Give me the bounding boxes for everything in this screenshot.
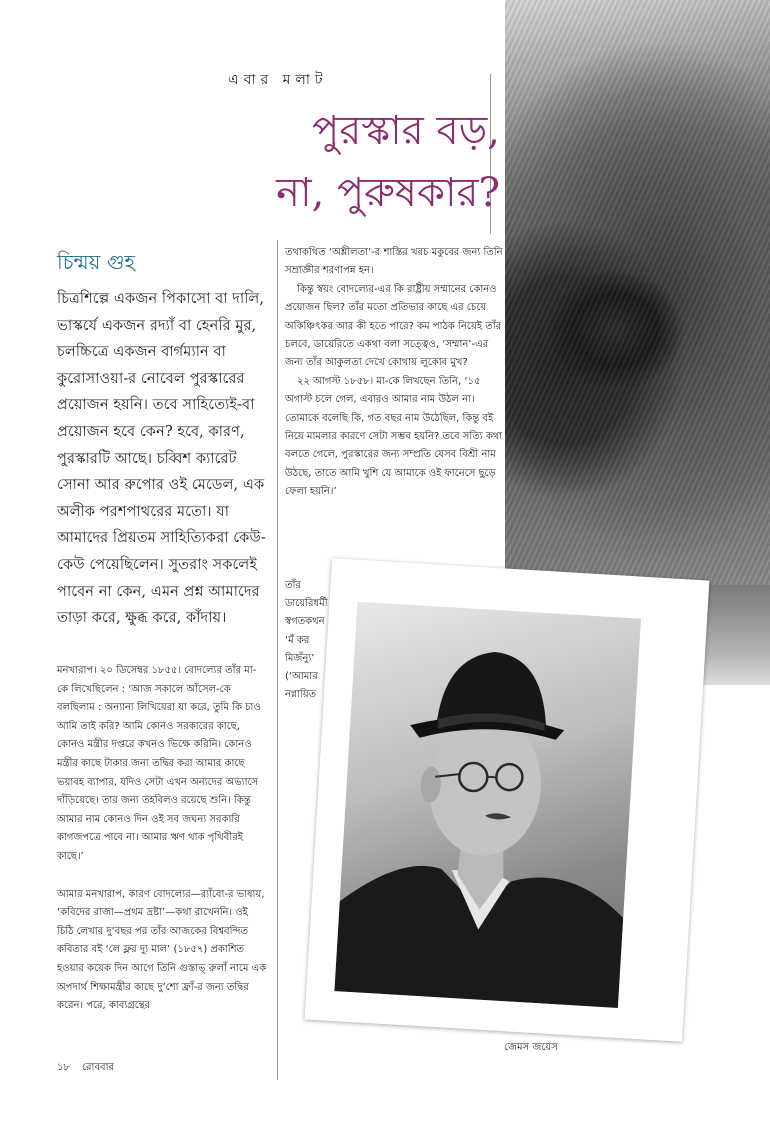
left-column-paragraph-2: আমার মনখারাপ, কারণ বোদল্যের—র‍্যাঁবো-র ভাষায়, ‘কবিদের রাজা—প্রথম দ্রষ্টা’—কথা রাখেননি। ওই চিঠি লেখার দু’বছর পর তাঁর আজকের বিশ্ববন্দিত কবিতার বই ‘লে ফ্লর দ্যু মাল’ (১৮৫৭) প্রকাশিত হওয়ার কয়েক দিন আগে তিনি গুস্তাভ্ রুলাঁ নামে এক অপদার্থ শিক্ষামন্ত্রীর কাছে দু’শো ফ্রাঁ-র জন্য তদ্বির করেন। পরে, কাব্যগ্রন্থের [57,888,267,1012]
cover-background-photo [505,0,770,585]
wrap-line: তাঁর [285,580,301,591]
lead-text: চিত্রশিল্পে একজন পিকাসো বা দালি, ভাস্কর্যে একজন রদ্যাঁ বা হেনরি মুর, চলচ্চিত্রে একজন বার্গম্যান বা কুরোসাওয়া-র নোবেল পুরস্কারের প্রয়োজন হয়নি। তবে সাহিত্যেই-বা প্রয়োজন হবে কেন? হবে, কারণ, পুরস্কারটি আছে। চব্বিশ ক্যারেট সোনা আর রুপোর ওই মেডেল, এক অলীক পরশপাথরের মতো। যা আমাদের প্রিয়তম সাহিত্যিকরা কেউ-কেউ পেয়েছিলেন। সুতরাং সকলেই পাবেন না কেন, এমন প্রশ্ন আমাদের তাড়া করে, ক্ষুব্ধ করে, কাঁদায়। [57,290,266,627]
left-column [57,662,267,1016]
lead-paragraph [57,286,271,632]
portrait-photo-card [305,558,710,1042]
wrap-line: ডায়েরিধর্মী [285,598,328,610]
headline-line-1: পুরস্কার বড়, [312,108,500,154]
portrait-illustration [334,602,641,1008]
wrap-line: মিজঁন্যু’ [285,652,315,664]
author-byline: চিন্ময় গুহ [57,250,136,274]
page-folio [57,1060,126,1077]
right-column-paragraph-2: কিন্তু স্বয়ং বোদল্যের-এর কি রাষ্ট্রীয় সম্মানের কোনও প্রয়োজন ছিল? তাঁর মতো প্রতিভার কাছে এর চেয়ে অকিঞ্চিৎকর আর কী হতে পারে? কম পাঠক নিয়েই তাঁর চলবে, ডায়েরিতে একথা বলা সত্ত্বেও, ‘সম্মান’-এর জন্য তাঁর আকুলতা দেখে কোথায় লুকোব মুখ? [285,283,502,369]
headline-line-2: না, পুরুষকার? [276,170,500,216]
section-kicker: এবার মলাট [228,72,328,88]
wrap-line: (‘আমার [285,671,318,683]
wrap-line: স্বগতকথন [285,616,325,628]
page-number: ১৮ [57,1062,70,1073]
fur-texture [505,0,770,585]
article-headline [60,100,500,224]
right-column-paragraph-3: ২২ আগস্ট ১৮৫৮। মা-কে লিখছেন তিনি, ‘১৫ অগাস্ট চলে গেল, এবারও আমার নাম উঠল না। তোমাকে বলেছি কি, গত বছর নাম উঠেছিল, কিন্তু বই নিয়ে মামলার কারণে সেটা সম্ভব হয়নি? তবে সত্যি কথা বলতে গেলে, পুরস্কারের জন্য সম্প্রতি যেসব বিশ্রী নাম উঠছে, তাতে আমি খুশি যে আমাকে ওই ফানেসে ছুড়ে ফেলা হয়নি।’ [285,375,503,498]
magazine-name: রোববার [81,1062,114,1073]
portrait-photo [334,602,641,1008]
wrap-line: নগ্নায়িত [285,689,317,701]
column-divider [277,240,278,1080]
photo-caption: জেমস জয়েস [504,1042,558,1053]
right-column [285,244,503,502]
left-column-paragraph-1: মনখারাপ। ২০ ডিসেম্বর ১৮৫৫। বোদল্যের তাঁর মা-কে লিখেছিলেন : ‘আজ সকালে আঁসেল-কে বলছিলাম : অন্যান্য লিখিয়েরা যা করে, তুমি কি চাও আমি তাই করি? আমি কোনও সরকারের কাছে, কোনও মন্ত্রীর দপ্তরে কখনও ভিক্ষে করিনি। কোনও মন্ত্রীর কাছে টাকার জন্য তদ্বির করা আমার কাছে ভয়াবহ ব্যাপার, যদিও সেটা এখন অন্যদের অভ্যাসে দাঁড়িয়েছে। তার জন্য তহবিলও রয়েছে শুনি। কিন্তু আমার নাম কোনও দিন ওই সব জঘন্য সরকারি কাগজপত্রে পাবে না। আমার ঋণ থাক পৃথিবীরই কাছে।’ [57,665,261,862]
wrap-line: ‘মঁ কর [285,634,310,646]
right-column-paragraph-1: তথাকথিত ‘অশ্লীলতা’-র শাস্তির খরচ মকুবের জন্য তিনি সম্রাজ্ঞীর শরণাপন্ন হন। [285,247,503,277]
